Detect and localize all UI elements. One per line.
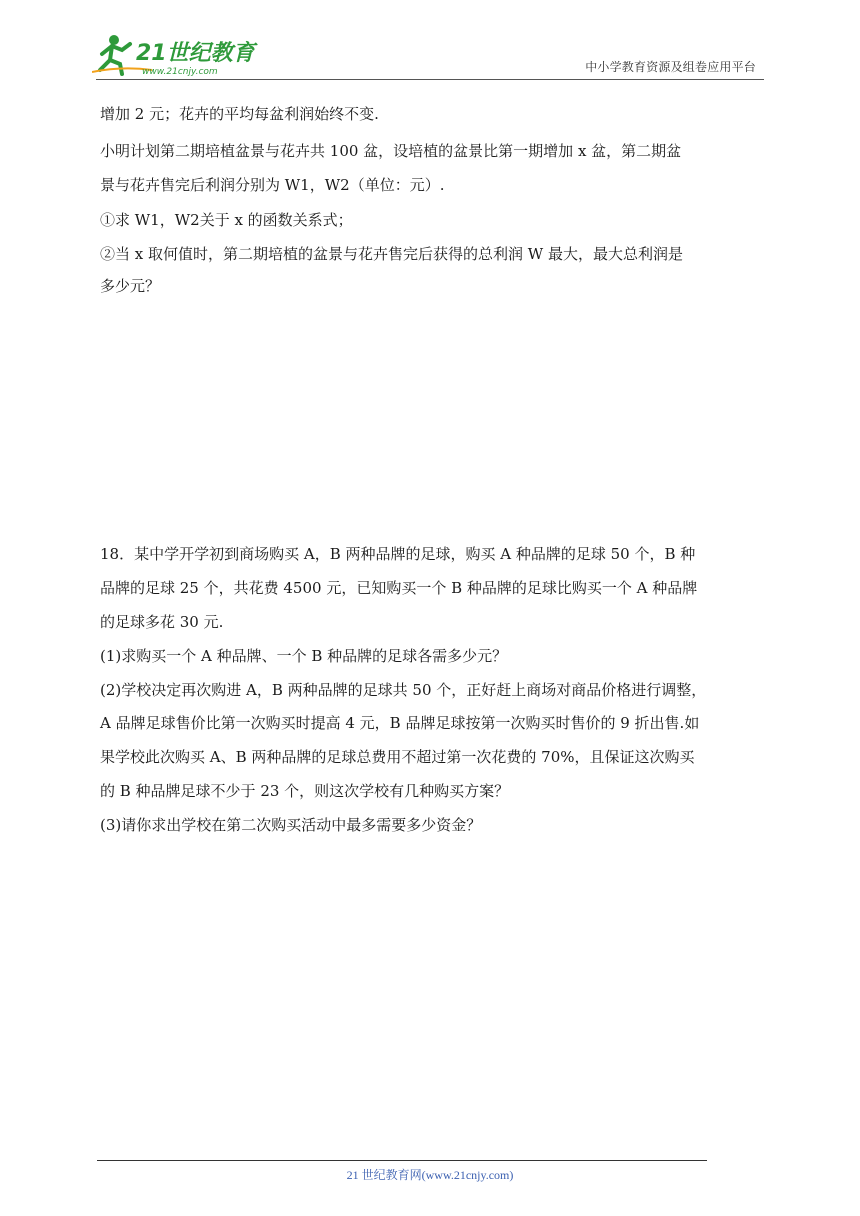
q18-part-2-line-2: A 品牌足球售价比第一次购买时提高 4 元，B 品牌足球按第一次购买时售价的 9 折出售.如 <box>100 714 700 732</box>
footer-divider <box>97 1160 707 1161</box>
footer-link[interactable]: 21 世纪教育网(www.21cnjy.com) <box>346 1168 514 1182</box>
svg-text:www.21cnjy.com: www.21cnjy.com <box>142 67 218 77</box>
q17-line-4: ①求 W1，W2关于 x 的函数关系式； <box>100 211 353 229</box>
q17-line-5: ②当 x 取何值时，第二期培植的盆景与花卉售完后获得的总利润 W 最大，最大总利润是 <box>100 245 683 263</box>
q17-line-2: 小明计划第二期培植盆景与花卉共 100 盆，设培植的盆景比第一期增加 x 盆，第二期盆 <box>100 142 682 160</box>
q18-part-1: (1)求购买一个 A 种品牌、一个 B 种品牌的足球各需多少元？ <box>100 647 508 665</box>
q17-line-3: 景与花卉售完后利润分别为 W1，W2（单位：元）. <box>100 176 445 194</box>
q17-line-6: 多少元？ <box>100 277 161 295</box>
q18-part-3: (3)请你求出学校在第二次购买活动中最多需要多少资金？ <box>100 816 482 834</box>
q18-line-2: 品牌的足球 25 个，共花费 4500 元，已知购买一个 B 种品牌的足球比购买一个 A 种品牌 <box>100 579 698 597</box>
q18-part-2-line-3: 果学校此次购买 A、B 两种品牌的足球总费用不超过第一次花费的 70%，且保证这次购买 <box>100 748 695 766</box>
site-logo <box>92 30 262 80</box>
site-slogan: 中小学教育资源及组卷应用平台 <box>585 60 756 74</box>
header-divider <box>96 79 764 80</box>
runner-logo-icon <box>92 30 262 80</box>
q18-line-3: 的足球多花 30 元. <box>100 613 224 631</box>
q18-part-2-line-1: (2)学校决定再次购进 A，B 两种品牌的足球共 50 个，正好赶上商场对商品价格进行调整， <box>100 681 707 699</box>
q17-line-1: 增加 2 元；花卉的平均每盆利润始终不变. <box>100 105 379 123</box>
q18-part-2-line-4: 的 B 种品牌足球不少于 23 个，则这次学校有几种购买方案？ <box>100 782 510 800</box>
q18-line-1: 18．某中学开学初到商场购买 A，B 两种品牌的足球，购买 A 种品牌的足球 50 个，B 种 <box>100 545 696 563</box>
svg-text:21世纪教育: 21世纪教育 <box>136 41 255 66</box>
